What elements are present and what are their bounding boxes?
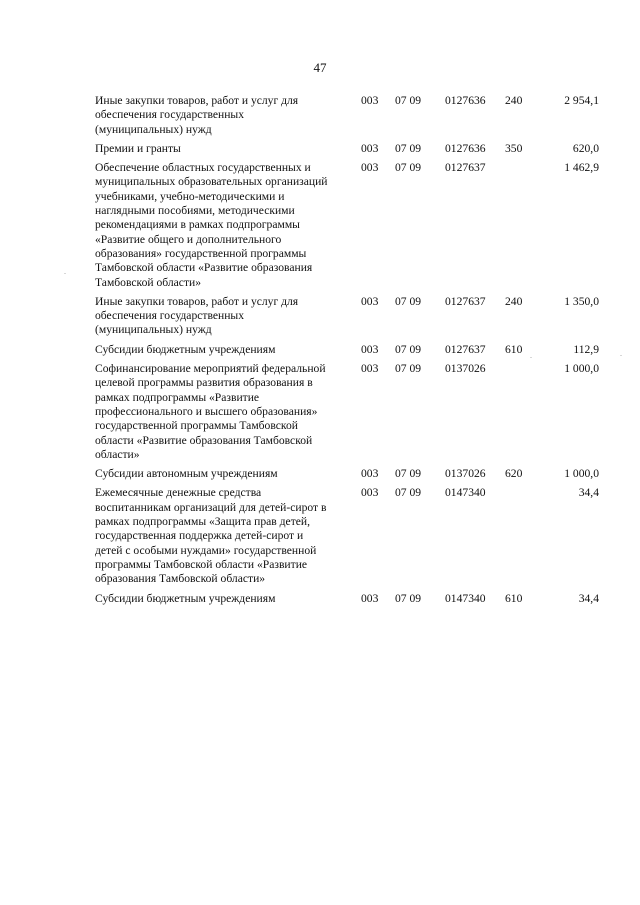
row-target-article: 0137026 [445, 362, 486, 376]
row-ved-code: 003 [361, 94, 379, 107]
row-section-code: 07 09 [395, 486, 422, 500]
row-target-article: 0127637 [445, 342, 486, 356]
row-sum: 1 350,0 [564, 294, 599, 308]
page-number: 47 [313, 60, 327, 75]
row-section-code: 07 09 [395, 591, 422, 605]
table-row [95, 142, 605, 156]
row-section-code: 07 09 [395, 342, 422, 356]
scan-dot-mark: . [64, 267, 66, 276]
row-sum: 1 462,9 [564, 161, 599, 175]
row-section-code: 07 09 [395, 94, 422, 107]
row-sum: 34,4 [578, 486, 599, 500]
row-sum: 2 954,1 [564, 94, 599, 107]
row-ved-code: 003 [361, 161, 379, 175]
table-row [95, 343, 605, 357]
row-name: Субсидии бюджетным учреждениям [95, 591, 276, 605]
row-target-article: 0127637 [445, 294, 486, 308]
table-row [95, 161, 605, 290]
row-target-article: 0147340 [445, 486, 486, 500]
row-expense-type: 610 [505, 591, 523, 605]
row-expense-type: 240 [505, 294, 523, 308]
row-ved-code: 003 [361, 486, 379, 500]
row-target-article: 0147340 [445, 591, 486, 605]
row-target-article: 0137026 [445, 467, 486, 481]
row-name: Премии и гранты [95, 141, 181, 155]
row-section-code: 07 09 [395, 467, 422, 481]
table-row [95, 486, 605, 586]
row-name: Иные закупки товаров, работ и услуг для обеспечения государственных (муниципальных) нужд [95, 294, 299, 337]
table-row [95, 592, 605, 606]
row-ved-code: 003 [361, 591, 379, 605]
row-ved-code: 003 [361, 362, 379, 376]
row-sum: 1 000,0 [564, 362, 599, 376]
table-row [95, 467, 605, 481]
row-ved-code: 003 [361, 141, 379, 155]
row-sum: 620,0 [572, 141, 599, 155]
row-ved-code: 003 [361, 342, 379, 356]
row-target-article: 0127636 [445, 94, 486, 107]
row-section-code: 07 09 [395, 141, 422, 155]
row-section-code: 07 09 [395, 294, 422, 308]
row-expense-type: 620 [505, 467, 523, 481]
row-name: Субсидии бюджетным учреждениям [95, 342, 276, 356]
table-row [95, 295, 605, 338]
row-name: Иные закупки товаров, работ и услуг для обеспечения государственных (муниципальных) нужд [95, 94, 299, 136]
table-row [95, 362, 605, 462]
table-row [95, 94, 605, 137]
row-expense-type: 350 [505, 141, 523, 155]
row-sum: 34,4 [578, 591, 599, 605]
row-sum: 112,9 [573, 342, 599, 356]
row-name: Обеспечение областных государственных и муниципальных образовательных организаций учебниками, учебно-методическими и наглядными пособиями, методическими рекомендациями в рамках подпрограммы «Развитие общего и дополнительного образования» государственной программы Тамбовской области «Развитие образования Тамбовской области» [95, 161, 328, 289]
row-target-article: 0127637 [445, 161, 486, 175]
budget-table [95, 94, 605, 606]
row-expense-type: 240 [505, 94, 523, 107]
row-section-code: 07 09 [395, 362, 422, 376]
row-sum: 1 000,0 [564, 467, 599, 481]
scan-dot-mark: . [620, 349, 622, 358]
row-ved-code: 003 [361, 294, 379, 308]
row-ved-code: 003 [361, 467, 379, 481]
row-name: Ежемесячные денежные средства воспитанникам организаций для детей-сирот в рамках подпрограммы «Защита прав детей, государственная поддержка детей-сирот и детей с особыми нуждами» государственной программы Тамбовской области «Развитие образования Тамбовской области» [95, 486, 327, 586]
row-expense-type: 610 [505, 342, 523, 356]
row-name: Субсидии автономным учреждениям [95, 467, 278, 481]
scan-dot-mark: . [530, 351, 532, 360]
row-section-code: 07 09 [395, 161, 422, 175]
row-target-article: 0127636 [445, 141, 486, 155]
row-name: Софинансирование мероприятий федеральной целевой программы развития образования в рамках подпрограммы «Развитие профессионального и высшего образования» государственной программы Тамбовской области «Развитие образования Тамбовской области» [95, 362, 326, 461]
